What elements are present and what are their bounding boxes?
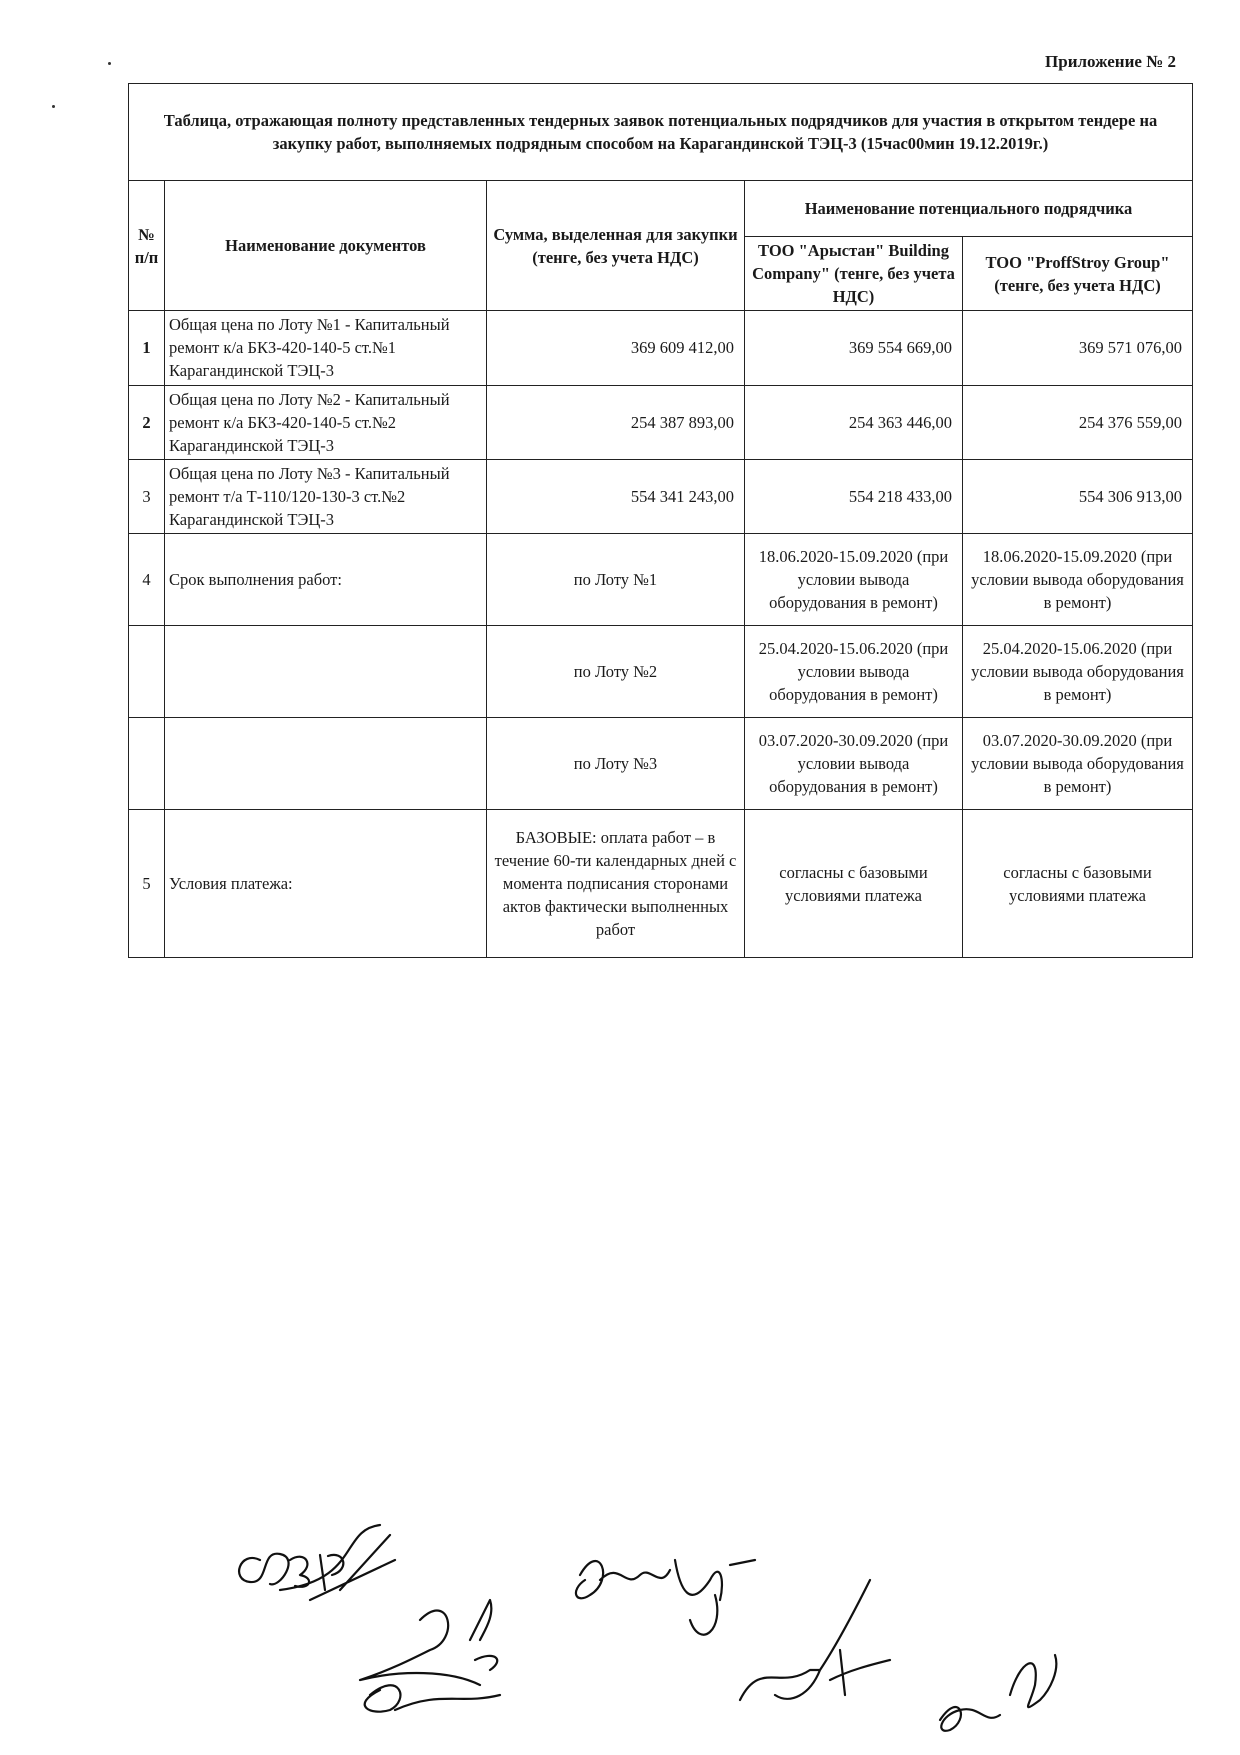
scan-speck (108, 62, 111, 65)
signature-6 (1010, 1655, 1056, 1707)
row-sum: по Лоту №1 (487, 534, 745, 626)
header-contractor-group: Наименование потенциального подрядчика (745, 181, 1193, 237)
row-contractor-1: 03.07.2020-30.09.2020 (при условии вывода оборудования в ремонт) (745, 718, 963, 810)
row-contractor-2: 554 306 913,00 (963, 459, 1193, 533)
row-contractor-2: 254 376 559,00 (963, 385, 1193, 459)
row-doc: Срок выполнения работ: (165, 534, 487, 626)
row-contractor-1: согласны с базовыми условиями платежа (745, 810, 963, 958)
row-doc: Общая цена по Лоту №3 - Капитальный ремонт т/а Т-110/120-130-3 ст.№2 Карагандинской ТЭЦ-3 (165, 459, 487, 533)
row-num (129, 718, 165, 810)
row-doc (165, 626, 487, 718)
row-sum: БАЗОВЫЕ: оплата работ – в течение 60-ти календарных дней с момента подписания сторонами актов фактически выполненных работ (487, 810, 745, 958)
row-doc: Общая цена по Лоту №1 - Капитальный ремонт к/а БКЗ-420-140-5 ст.№1 Карагандинской ТЭЦ-3 (165, 311, 487, 385)
appendix-label: Приложение № 2 (1045, 52, 1176, 71)
row-doc: Условия платежа: (165, 810, 487, 958)
row-num: 3 (129, 459, 165, 533)
row-sum: 554 341 243,00 (487, 459, 745, 533)
row-contractor-1: 369 554 669,00 (745, 311, 963, 385)
header-sum: Сумма, выделенная для закупки (тенге, без учета НДС) (487, 181, 745, 311)
row-num: 4 (129, 534, 165, 626)
title-row (129, 84, 1193, 181)
table-row (129, 311, 1193, 385)
table-row (129, 459, 1193, 533)
table-row (129, 810, 1193, 958)
table-row (129, 534, 1193, 626)
bid-completeness-table (128, 83, 1193, 958)
row-contractor-2: 369 571 076,00 (963, 311, 1193, 385)
row-sum: по Лоту №2 (487, 626, 745, 718)
signature-5 (940, 1707, 1000, 1731)
header-row (129, 181, 1193, 237)
row-num: 5 (129, 810, 165, 958)
scan-speck (52, 105, 55, 108)
table-row (129, 385, 1193, 459)
signature-1 (239, 1525, 395, 1600)
table-title: Таблица, отражающая полноту представленных тендерных заявок потенциальных подрядчиков для участия в открытом тендере на закупку работ, выполняемых подрядным способом на Карагандинской ТЭЦ-3 (15час00мин 19.12.2019г.) (129, 84, 1193, 181)
header-contractor-2: ТОО "ProffStroy Group" (тенге, без учета НДС) (963, 237, 1193, 311)
row-contractor-2: согласны с базовыми условиями платежа (963, 810, 1193, 958)
row-contractor-2: 25.04.2020-15.06.2020 (при условии вывода оборудования в ремонт) (963, 626, 1193, 718)
row-doc (165, 718, 487, 810)
row-contractor-1: 18.06.2020-15.09.2020 (при условии вывода оборудования в ремонт) (745, 534, 963, 626)
table-row (129, 718, 1193, 810)
header-contractor-1: ТОО "Арыстан" Building Company" (тенге, без учета НДС) (745, 237, 963, 311)
row-num: 2 (129, 385, 165, 459)
header-doc-name: Наименование документов (165, 181, 487, 311)
row-sum: 369 609 412,00 (487, 311, 745, 385)
signatures-area (220, 1520, 1220, 1750)
row-sum: по Лоту №3 (487, 718, 745, 810)
row-contractor-2: 03.07.2020-30.09.2020 (при условии вывода оборудования в ремонт) (963, 718, 1193, 810)
row-num (129, 626, 165, 718)
row-doc: Общая цена по Лоту №2 - Капитальный ремонт к/а БКЗ-420-140-5 ст.№2 Карагандинской ТЭЦ-3 (165, 385, 487, 459)
row-sum: 254 387 893,00 (487, 385, 745, 459)
row-contractor-1: 554 218 433,00 (745, 459, 963, 533)
header-num: № п/п (129, 181, 165, 311)
row-contractor-1: 25.04.2020-15.06.2020 (при условии вывода оборудования в ремонт) (745, 626, 963, 718)
signature-4 (740, 1580, 890, 1700)
table-row (129, 626, 1193, 718)
row-contractor-2: 18.06.2020-15.09.2020 (при условии вывода оборудования в ремонт) (963, 534, 1193, 626)
signature-2 (360, 1600, 500, 1712)
row-contractor-1: 254 363 446,00 (745, 385, 963, 459)
row-num: 1 (129, 311, 165, 385)
signature-3 (576, 1560, 755, 1635)
